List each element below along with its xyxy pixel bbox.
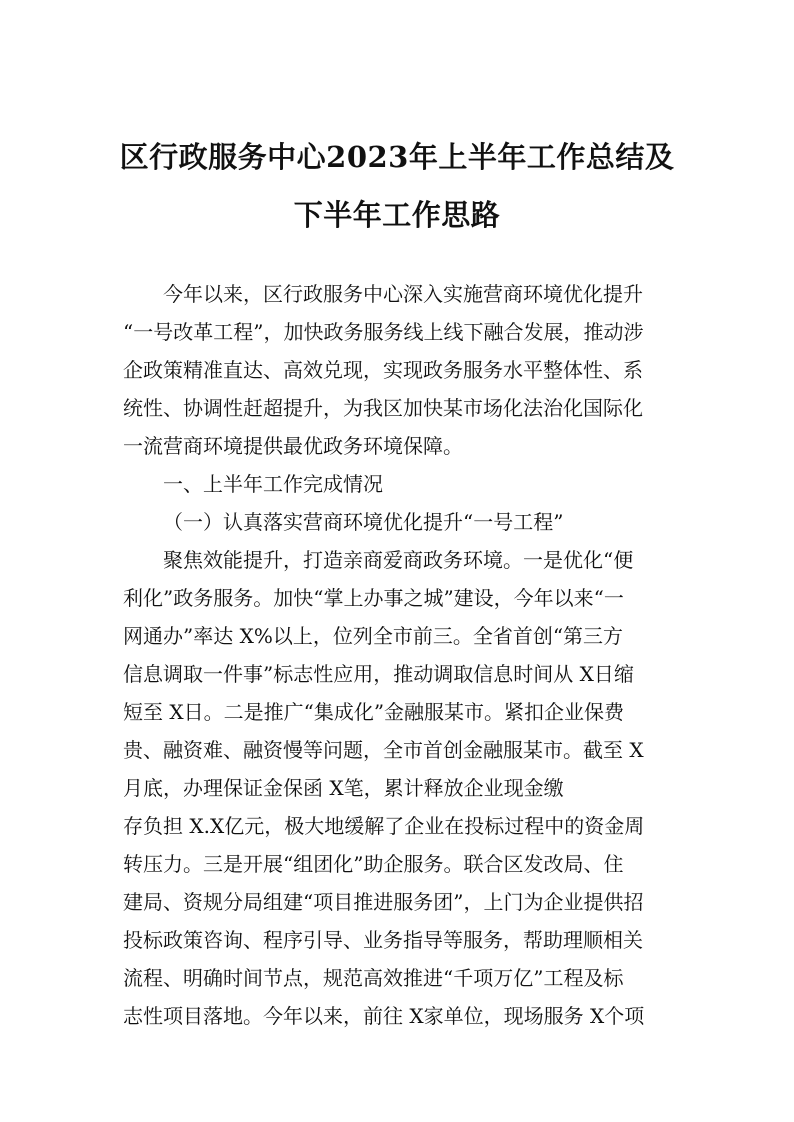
paragraph-line: 存负担 X.X亿元，极大地缓解了企业在投标过程中的资金周 <box>123 814 645 838</box>
paragraph-line: 聚焦效能提升，打造亲商爱商政务环境。一是优化“便 <box>163 548 634 572</box>
subsection-heading: （一）认真落实营商环境优化提升“一号工程” <box>163 510 564 534</box>
paragraph-line: 转压力。三是开展“组团化”助企服务。联合区发改局、住 <box>123 852 624 876</box>
paragraph-line: 信息调取一件事”标志性应用，推动调取信息时间从 X日缩 <box>123 662 634 686</box>
paragraph-line: 今年以来，区行政服务中心深入实施营商环境优化提升 <box>163 282 643 306</box>
paragraph-line: “一号改革工程”，加快政务服务线上线下融合发展，推动涉 <box>123 320 644 344</box>
paragraph-line: 统性、协调性赶超提升，为我区加快某市场化法治化国际化 <box>123 396 643 420</box>
paragraph-line: 流程、明确时间节点，规范高效推进“千项万亿”工程及标 <box>123 966 624 990</box>
paragraph-line: 网通办”率达 X%以上，位列全市前三。全省首创“第三方 <box>123 624 624 648</box>
document-title-line-1: 区行政服务中心2023年上半年工作总结及 <box>119 140 675 174</box>
paragraph-line: 短至 X日。二是推广“集成化”金融服某市。紧扣企业保费 <box>123 700 625 724</box>
paragraph-line: 贵、融资难、融资慢等问题，全市首创金融服某市。截至 X <box>123 738 644 762</box>
paragraph-line: 一流营商环境提供最优政务环境保障。 <box>123 434 463 458</box>
paragraph-line: 投标政策咨询、程序引导、业务指导等服务，帮助理顺相关 <box>123 928 643 952</box>
document-title-line-2: 下半年工作思路 <box>293 198 501 232</box>
paragraph-line: 利化”政务服务。加快“掌上办事之城”建设，今年以来“一 <box>123 586 624 610</box>
paragraph-line: 企政策精准直达、高效兑现，实现政务服务水平整体性、系 <box>123 358 643 382</box>
paragraph-line: 月底，办理保证金保函 X笔，累计释放企业现金缴 <box>123 776 564 800</box>
paragraph-line: 建局、资规分局组建“项目推进服务团”，上门为企业提供招 <box>123 890 644 914</box>
section-heading: 一、上半年工作完成情况 <box>163 472 383 496</box>
paragraph-line: 志性项目落地。今年以来，前往 X家单位，现场服务 X个项 <box>123 1004 645 1028</box>
